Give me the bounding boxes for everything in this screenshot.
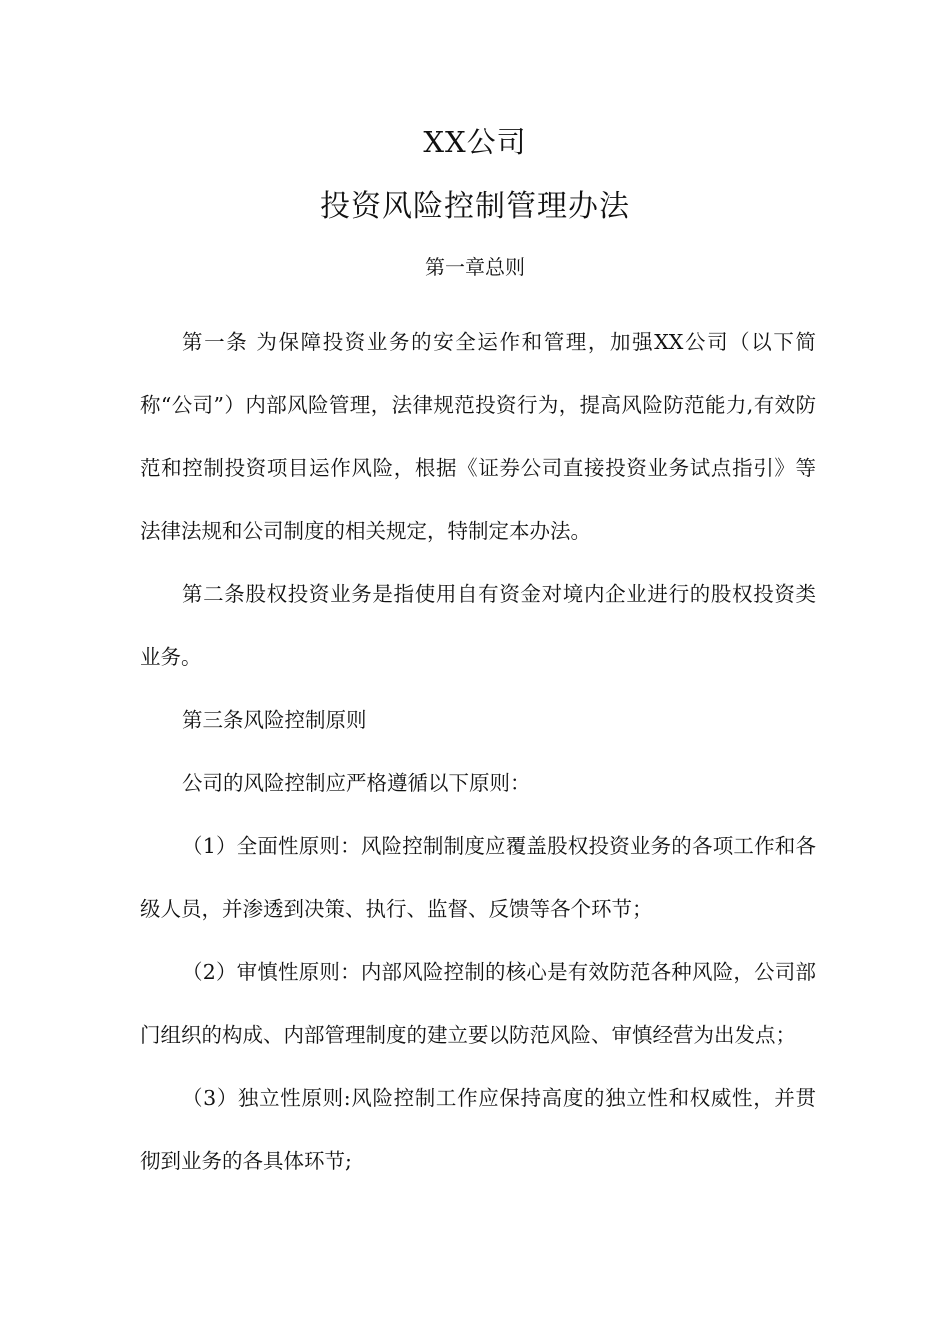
article-2-paragraph: 第二条股权投资业务是指使用自有资金对境内企业进行的股权投资类业务。: [140, 582, 816, 669]
company-name: XX公司: [423, 125, 527, 159]
principle-3: （3）独立性原则:风险控制工作应保持高度的独立性和权威性，并贯彻到业务的各具体环节;: [140, 1086, 816, 1173]
chapter-heading: 第一章总则: [425, 255, 525, 279]
principles-intro: 公司的风险控制应严格遵循以下原则：: [182, 771, 531, 795]
document-title: 投资风险控制管理办法: [320, 189, 630, 224]
document-body: [140, 311, 816, 1193]
principle-2: （2）审慎性原则：内部风险控制的核心是有效防范各种风险，公司部门组织的构成、内部管理制度的建立要以防范风险、审慎经营为出发点；: [140, 960, 816, 1047]
article-3-heading: 第三条风险控制原则: [182, 708, 367, 732]
article-1-paragraph: 第一条 为保障投资业务的安全运作和管理，加强XX公司（以下简称“公司”）内部风险管理，法律规范投资行为，提高风险防范能力,有效防范和控制投资项目运作风险，根据《证券公司直接投资业务试点指引》等法律法规和公司制度的相关规定，特制定本办法。: [140, 330, 816, 543]
principle-1: （1）全面性原则：风险控制制度应覆盖股权投资业务的各项工作和各级人员，并渗透到决策、执行、监督、反馈等各个环节；: [140, 834, 816, 921]
